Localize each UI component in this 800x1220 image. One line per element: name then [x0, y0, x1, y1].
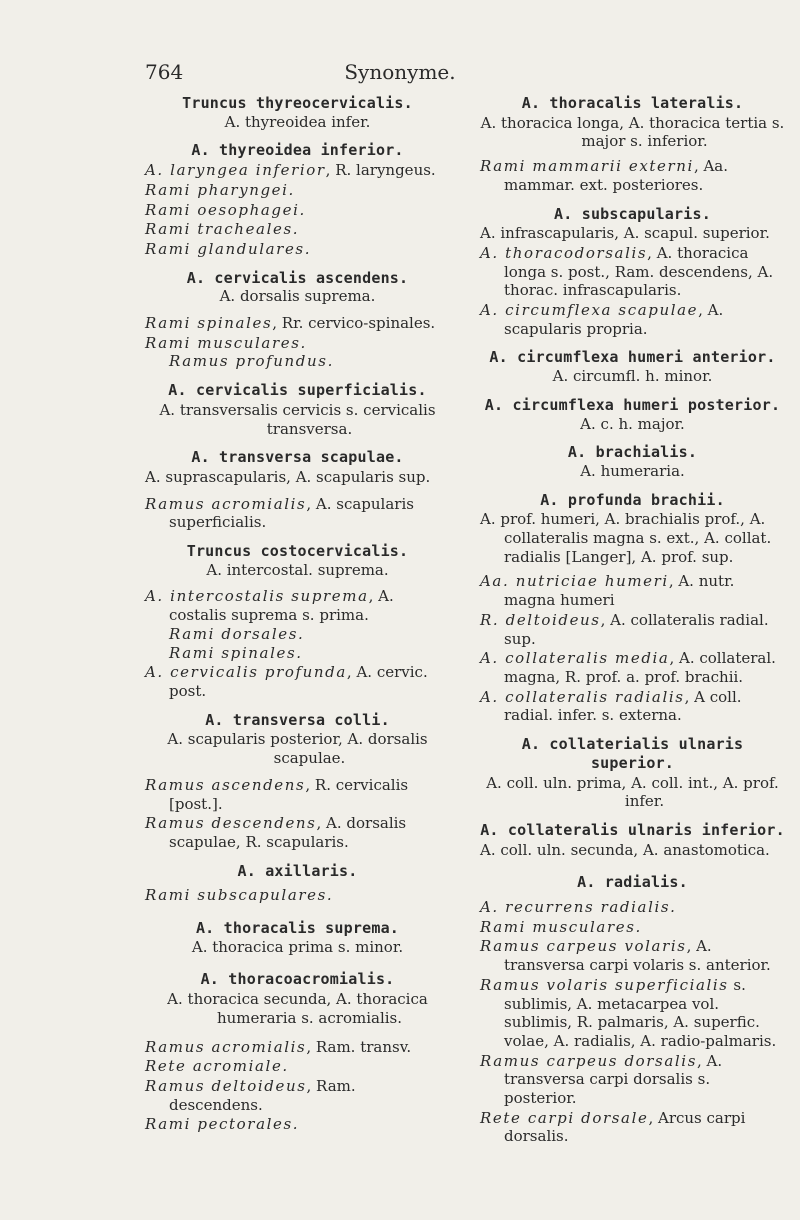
synonym-line: A. infrascapularis, A. scapul. superior.	[480, 224, 770, 243]
synonym-line: A. dorsalis suprema.	[219, 287, 376, 306]
branch-line: Rete acromiale.	[145, 1057, 289, 1076]
synonym-line: A. collateralis radialis, A coll. radial. infer. s. externa.	[480, 687, 742, 725]
synonym-line: Ramus ascendens, R. cervicalis [post.].	[145, 775, 409, 813]
synonym-line: A. intercostalis suprema, A. costalis suprema s. prima.	[145, 587, 394, 625]
synonym-line: A. thoracica prima s. minor.	[191, 937, 404, 956]
entry-heading: A. collateralis ulnaris inferior.	[480, 820, 785, 839]
entry-heading: A. thoracoacromialis.	[200, 970, 395, 989]
page-header	[145, 60, 655, 86]
synonym-line: A. coll. uln. prima, A. coll. int., A. prof. infer.	[486, 773, 779, 811]
branch-line: Rami musculares.	[145, 333, 307, 352]
branch-line: Rami dorsales.	[169, 624, 305, 643]
synonym-line: R. deltoideus, A. collateralis radial. sup.	[480, 610, 769, 648]
entry-heading: A. collaterialis ulnaris superior.	[521, 735, 744, 772]
synonym-line: Rami spinales, Rr. cervico-spinales.	[145, 314, 436, 333]
synonym-line: A. transversalis cervicis s. cervicalis transversa.	[159, 400, 436, 438]
branch-line: Rami musculares.	[480, 917, 642, 936]
branch-line: Rami subscapulares.	[145, 886, 334, 905]
branch-line: A. recurrens radialis.	[480, 898, 677, 917]
entry-heading: Truncus thyreocervicalis.	[182, 94, 413, 112]
synonym-line: A. collateralis media, A. collateral. magna, R. prof. a. prof. brachii.	[480, 649, 776, 686]
entry-heading: A. circumflexa humeri anterior.	[489, 348, 776, 367]
synonym-line: Rami mammarii externi, Aa. mammar. ext. posteriores.	[480, 157, 729, 194]
synonym-line: A. thoracica longa, A. thoracica tertia s. major s. inferior.	[480, 113, 785, 151]
page-number: 764	[145, 60, 184, 84]
synonym-line: Ramus carpeus volaris, A. transversa carpi volaris s. anterior.	[480, 937, 771, 975]
branch-line: Rami pectorales.	[145, 1115, 300, 1134]
synonym-line: A. humeraria.	[580, 461, 685, 480]
synonym-line: A. scapularis posterior, A. dorsalis scapulae.	[167, 730, 428, 768]
branch-line: Rami spinales.	[169, 643, 303, 662]
synonym-line: A. prof. humeri, A. brachialis prof., A. collateralis magna s. ext., A. collat. radialis [Langer], A. prof. sup.	[480, 510, 772, 566]
branch-line: Rami glandulares.	[145, 239, 312, 258]
synonym-line: Ramus acromialis, A. scapularis superficialis.	[145, 494, 414, 532]
entry-heading: A. transversa scapulae.	[191, 448, 404, 467]
branch-line: Rami tracheales.	[145, 220, 300, 239]
left-column	[145, 94, 450, 1134]
branch-line: Rami pharyngei.	[145, 180, 295, 199]
right-column	[480, 94, 785, 1146]
entry-heading: A. brachialis.	[567, 443, 698, 462]
entry-heading: Truncus costocervicalis.	[186, 542, 409, 561]
synonym-line: Aa. nutriciae humeri, A. nutr. magna humeri	[480, 572, 735, 610]
entry-heading: A. thoracalis suprema.	[195, 919, 400, 938]
entry-heading: A. transversa colli.	[205, 710, 390, 729]
branch-line: Ramus profundus.	[169, 352, 334, 371]
entry-heading: A. thyreoidea inferior.	[191, 141, 404, 160]
entry-heading: A. profunda brachii.	[540, 490, 725, 509]
entry-heading: A. cervicalis ascendens.	[186, 268, 409, 287]
entry-heading: A. thoracalis lateralis.	[521, 94, 744, 112]
synonym-line: Ramus volaris superficialis s. sublimis, A. metacarpea vol. sublimis, R. palmaris, A. superfic. volae, A. radialis, A. radio-palmaris.	[480, 975, 777, 1050]
synonym-line: Ramus deltoideus, Ram. descendens.	[145, 1076, 356, 1114]
entry-heading: A. circumflexa humeri posterior.	[484, 395, 781, 414]
entry-heading: A. radialis.	[577, 873, 688, 892]
entry-heading: A. subscapularis.	[554, 204, 711, 223]
synonym-line: A. circumflexa scapulae, A. scapularis propria.	[480, 301, 724, 338]
synonym-line: A. coll. uln. secunda, A. anastomotica.	[480, 840, 770, 859]
entry-heading: A. axillaris.	[237, 861, 358, 880]
synonym-line: A. thyreoidea infer.	[224, 112, 371, 131]
synonym-line: A. cervicalis profunda, A. cervic. post.	[145, 663, 428, 700]
synonym-line: Ramus acromialis, Ram. transv.	[145, 1037, 412, 1056]
synonym-line: Ramus descendens, A. dorsalis scapulae, R. scapularis.	[145, 814, 407, 851]
entry-heading: A. cervicalis superficialis.	[168, 381, 427, 400]
synonym-line: A. intercostal. suprema.	[206, 560, 389, 579]
branch-line: Rami oesophagei.	[145, 200, 306, 219]
synonym-line: Rete carpi dorsale, Arcus carpi dorsalis.	[480, 1108, 746, 1146]
synonym-line: A. thoracica secunda, A. thoracica humeraria s. acromialis.	[167, 990, 428, 1027]
synonym-line: A. c. h. major.	[580, 414, 685, 433]
synonym-line: A. laryngea inferior, R. laryngeus.	[145, 161, 436, 180]
synonym-line: A. circumfl. h. minor.	[552, 367, 713, 386]
synonym-line: Ramus carpeus dorsalis, A. transversa carpi dorsalis s. posterior.	[480, 1051, 723, 1108]
running-title: Synonyme.	[344, 60, 456, 84]
synonym-line: A. thoracodorsalis, A. thoracica longa s. post., Ram. descendens, A. thorac. infrascapularis.	[480, 243, 774, 300]
synonym-line: A. suprascapularis, A. scapularis sup.	[145, 467, 431, 486]
